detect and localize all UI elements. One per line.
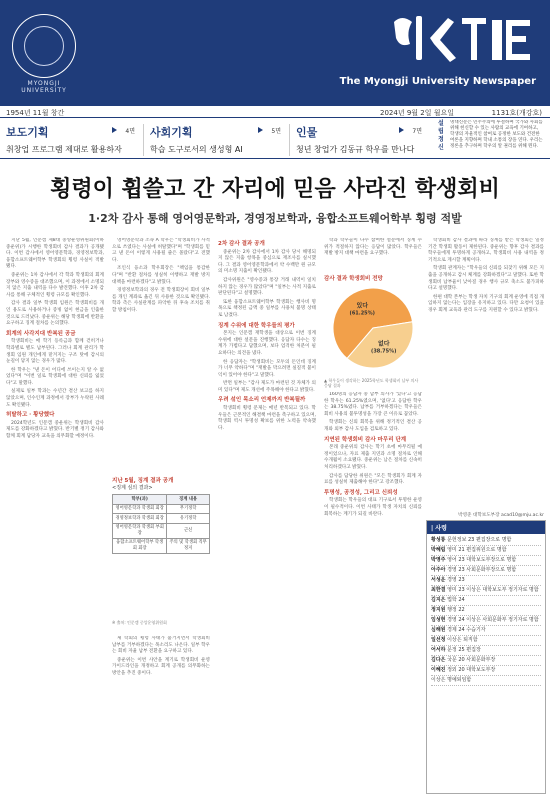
staff-name: 정지원 xyxy=(431,607,446,613)
university-seal xyxy=(8,8,80,96)
staff-name: 심해원 xyxy=(431,627,446,633)
founding-spirit-text: 명대신문은 민주주의에 투철하며 국가와 사회를 위해 헌신할 수 있는 사람의 교육에 기여하고, 학생의 자율적인 참여로 공정한 보도와 건전한 여론을 지향하며 학내 소통의 장을 연다. 우리는 정론을 추구하며 학우의 알 권리를 위해 뛴다. xyxy=(450,120,543,149)
index-page: 4면 xyxy=(125,128,135,135)
paragraph: 학생회비 횡령 문제는 매년 반복되고 있다. 학우들은 근본적인 해결책 마련을 촉구하고 있으며, 학생회 역시 투명성 확보를 위한 노력을 약속했다. xyxy=(218,406,316,431)
newspaper-logo xyxy=(388,8,538,70)
list-item xyxy=(431,626,541,636)
staff-desc: 법학 24 xyxy=(447,597,465,603)
paragraph: 중운위는 2차 감사에서 1차 감사 당시 해명되지 않은 지출 항목을 중심으로 재조사를 실시했다. 그 결과 영어영문학과에서 약 수백만 원 규모의 미소명 지출이 확인됐다. xyxy=(218,249,316,275)
staff-name: 박영주 xyxy=(431,557,446,563)
staff-desc: 경영 23 사회문화부장으로 명함 xyxy=(447,567,517,573)
section-heading: 우려 섞인 목소리 언제까지 반복될까 xyxy=(218,397,306,404)
table-cell: 유기정학 xyxy=(167,514,210,524)
index-item-report[interactable] xyxy=(6,124,144,156)
index-item-people[interactable] xyxy=(296,124,430,156)
table-cell: 무기정학 xyxy=(167,504,210,514)
list-item xyxy=(431,666,541,676)
staff-header: | 사령 xyxy=(427,521,545,534)
staff-list xyxy=(427,534,545,688)
staff-desc: 경제 24 수습기자 xyxy=(447,627,486,633)
list-item xyxy=(431,656,541,666)
paragraph: 감사를 담당한 위원은 "모든 학생회가 회계 자료를 성실히 제출해야 한다"고 강조했다. xyxy=(324,473,422,486)
table-row xyxy=(113,523,210,538)
list-item xyxy=(431,616,541,626)
index-headline: 학습 도구로서의 생성형 AI xyxy=(150,145,243,154)
table-cell: 영어영문학과 학생회 부회장 xyxy=(113,523,167,538)
staff-desc: 이상은 퇴직함 xyxy=(447,637,478,643)
article-subhead: 1·2차 감사 통해 영어영문학과, 경영정보학과, 융합소프트웨어학부 횡령 적발 xyxy=(88,212,462,225)
article-column-4-lower xyxy=(324,392,422,794)
paragraph: 본지는 인문캠 재학생을 대상으로 이번 징계 수위에 대한 설문을 진행했다. 응답자 다수는 징계가 가볍다고 답했으며, 보다 엄격한 처분이 필요하다는 의견을 냈다. xyxy=(218,331,316,356)
divider xyxy=(0,158,550,159)
index-section: 인물 xyxy=(296,126,318,139)
list-item xyxy=(431,596,541,606)
founding-spirit-label: 설 립 정 신 xyxy=(438,120,444,151)
section-heading: 2차 감사 결과 공개 xyxy=(218,241,265,247)
staff-desc: 영미 23 이상은 대학보도부 정기자로 명함 xyxy=(447,587,539,593)
table-header: 학부(과) xyxy=(113,495,167,505)
table-header-row xyxy=(113,495,210,505)
list-item xyxy=(431,676,541,686)
paragraph: 또한 융합소프트웨어학부 학생회는 행사비 명목으로 책정된 금액 중 일부를 사용처 불명 상태로 남겼다. xyxy=(218,299,316,318)
paragraph: 실제로 일부 학과는 수년간 결산 보고를 하지 않았으며, 인수인계 과정에서 장부가 누락된 사례도 확인됐다. xyxy=(6,389,104,408)
staff-desc: 행정 22 xyxy=(447,607,465,613)
index-section: 보도기획 xyxy=(6,126,49,139)
staff-desc: 정외 20 대학보도부장 xyxy=(447,667,496,673)
issue-number: 1131호(개강호) xyxy=(491,109,542,117)
index-page: 7면 xyxy=(412,128,422,135)
article-column-3 xyxy=(218,238,316,794)
paragraph: 학생회비는 매 학기 등록금과 함께 걷히거나 학과별로 별도 납부된다. 그러나 회계 관리가 학생회 임원 개인에게 맡겨지는 구조 탓에 감시의 눈길이 닿지 않는 경우가 많다. xyxy=(6,339,104,365)
index-item-society[interactable] xyxy=(150,124,290,156)
arrow-right-icon xyxy=(112,127,117,133)
paragraph: 중운위는 이번 사안을 계기로 학생회비 운영 가이드라인을 개정하고 회계 공개를 의무화하는 방안을 추진 중이다. xyxy=(112,657,210,676)
paragraph: 학생회는 신뢰 회복을 위해 정기적인 결산 공개와 외부 감사 도입을 검토하고 있다. xyxy=(324,420,422,432)
list-item xyxy=(431,586,541,596)
paragraph: 중운위는 1차 감사에서 각 학과 학생회의 회계 장부와 영수증을 대조했으며, 이 과정에서 소명되지 않은 지출 내역을 다수 발견했다. 이후 2차 감사를 통해 구체적인 횡령 규모를 확인했다. xyxy=(6,272,104,298)
staff-desc: 영미 21 편집위원으로 명함 xyxy=(447,547,507,553)
table-row xyxy=(113,504,210,514)
table-row xyxy=(113,538,210,553)
section-heading: 징계 수위에 대한 학우들의 평가 xyxy=(218,322,295,329)
pie-label-1: 없다 xyxy=(377,340,390,348)
list-item xyxy=(431,546,541,556)
staff-name: 임성현 xyxy=(431,617,446,623)
table-cell: 영어영문학과 학생회 회장 xyxy=(113,504,167,514)
masthead-subtitle: The Myongji University Newspaper xyxy=(339,76,536,87)
paragraph: 한편 대학 본부는 학생 자치 기구의 회계 운영에 직접 개입하지 않는다는 입장을 유지하고 있다. 다만 요청이 있을 경우 회계 교육과 관리 도구를 지원할 수 있다고 밝혔다. xyxy=(428,294,544,313)
list-item xyxy=(431,566,541,576)
list-item xyxy=(431,536,541,546)
paragraph: 2024학년도 인문캠 중운위는 학생회비 감사 제도를 강화하겠다고 밝혔다. 반기별 정기 감사와 함께 회계 담당자 교육을 의무화할 예정이다. xyxy=(6,420,104,440)
table-header: 징계 내용 xyxy=(167,495,210,505)
staff-name: 서성운 xyxy=(431,577,446,583)
paragraph: 반면 일부는 "감사 제도가 마련된 것 자체가 의미 있다"며 제도 개선에 주목해야 한다고 밝혔다. xyxy=(218,381,316,393)
paragraph: 학과 학우들이 다수 참여한 설문에서 징계 수위가 적절하지 않다는 응답이 많았다. 학우들은 재발 방지 대책 마련을 요구했다. xyxy=(324,238,422,257)
article-column-5 xyxy=(428,238,544,512)
paragraph: 감사 결과 일부 학생회 임원은 학생회비를 개인 용도로 사용하거나 증빙 없이 현금을 인출한 것으로 드러났다. 중운위는 해당 학생회에 반환을 요구하고 징계 절차를 논의했다. xyxy=(6,301,104,327)
staff-desc: 경영 23 xyxy=(447,577,465,583)
staff-name: 김지은 xyxy=(431,597,446,603)
staff-desc: 경영 24 이상은 사회문화부 정기자로 명함 xyxy=(447,617,539,623)
chart-caption: ▲ 학우들이 생각하는 2025학년도 학생회비 납부 의사 응답 결과 xyxy=(324,378,419,388)
list-item xyxy=(431,646,541,656)
arrow-right-icon xyxy=(258,127,263,133)
issue-date: 2024년 9월 2일 월요일 xyxy=(380,109,454,117)
staff-name: 황성룡 xyxy=(431,537,446,543)
index-headline: 취창업 프로그램 제대로 활용하자 xyxy=(6,145,122,154)
dateline xyxy=(0,106,550,118)
table-heading: 지난 5월, 징계 결과 공개 xyxy=(112,478,174,484)
table-row xyxy=(113,514,210,524)
list-item xyxy=(431,606,541,616)
table-cell: 경영정보학과 학생회 회장 xyxy=(113,514,167,524)
founded-date: 1954년 11월 창간 xyxy=(6,109,65,117)
staff-desc: 영어 23 대학보도부장으로 명함 xyxy=(447,557,517,563)
index-page: 5면 xyxy=(271,128,281,135)
paragraph: 영어영문학과 소속 A 학우는 "학생회비가 사적으로 쓰였다는 사실에 허탈했다"며 "학생회를 믿고 낸 돈이 이렇게 사용될 줄은 몰랐다"고 전했다. xyxy=(112,238,210,263)
paragraph: 160명의 응답자 중 납부 의사가 '있다'고 응답한 학우는 61.25%였으며, '없다'고 응답한 학우는 38.75%였다. 납부를 거부하겠다는 학우들은 회비 사용의 불투명성을 가장 큰 이유로 꼽았다. xyxy=(324,392,422,417)
staff-name: 이혜진 xyxy=(431,667,446,673)
paragraph: 조인식 융소과 학우회장은 "책임을 통감한다"며 "반환 절차를 성실히 이행하고 재발 방지 대책을 마련하겠다"고 밝혔다. xyxy=(112,266,210,285)
paragraph: 학생회비 감사 결과에 따라 징계를 받은 학생회는 일정 기간 학생회 활동이 제한된다. 중운위는 향후 감사 결과를 학우들에게 투명하게 공개하고, 학생회비 사용 내역을 정기적으로 게시할 계획이다. xyxy=(428,238,544,263)
masthead xyxy=(0,0,550,106)
paragraph: 지난 5월, 인문캠 제8대 중앙운영위원회(이하 중운위)가 시행한 학생회비 감사 결과가 공개됐다. 이번 감사에서 영어영문학과, 경영정보학과, 융합소프트웨어학부 학생회의 횡령 사실이 적발됐다. xyxy=(6,238,104,270)
seal-text: MYONGJI UNIVERSITY xyxy=(21,80,67,94)
staff-name: 아주아 xyxy=(431,567,446,573)
staff-desc: 문정 25 편집장 xyxy=(447,647,481,653)
index-headline: 청년 창업가 김동규 학우를 만나다 xyxy=(296,145,415,154)
staff-name: 김다은 xyxy=(431,657,446,663)
paragraph: 한 응답자는 "학생회비는 모두의 돈인데 징계가 너무 약하다"며 "재발을 막으려면 실질적 불이익이 있어야 한다"고 말했다. xyxy=(218,359,316,378)
table-source-note: ※ 출처: 인문캠 중앙운영위원회 xyxy=(112,620,167,625)
list-item xyxy=(431,556,541,566)
section-index xyxy=(0,120,430,158)
list-item xyxy=(431,576,541,586)
seal-emblem-icon xyxy=(24,26,64,66)
article-column-1 xyxy=(6,238,104,794)
discipline-table xyxy=(112,494,210,554)
staff-desc: 이상은 명예퇴임함 xyxy=(431,677,472,683)
section-heading: 회계의 사각지대 반복된 공금 xyxy=(6,330,76,337)
list-item xyxy=(431,636,541,646)
paragraph: 경영정보학과의 경우 전 학생회장이 회비 일부를 개인 계좌로 옮긴 뒤 사용한 것으로 확인됐다. 학과 측은 사실관계를 파악한 뒤 후속 조치를 취할 방침이다. xyxy=(112,288,210,313)
article-byline: 박영준 대학보도부장 acad10@mju.ac.kr xyxy=(458,513,544,518)
pie-label-0: (61.25%) xyxy=(349,310,375,317)
pie-label-1: (38.75%) xyxy=(371,348,397,355)
staff-name: 어서하 xyxy=(431,647,446,653)
staff-desc: 국문 20 사회문화부장 xyxy=(447,657,496,663)
section-heading: 투명성, 공정성, 그리고 신뢰성 xyxy=(324,489,398,496)
article-column-2 xyxy=(112,238,210,458)
index-section: 사회기획 xyxy=(150,126,193,139)
table-cell: 주의 및 학생회 직무 정지 xyxy=(167,538,210,553)
staff-appointments-box xyxy=(426,520,546,794)
paragraph: 제 학회의 횡령 사태가 불거지면서 학생회비 납부를 거부하겠다는 목소리도 나온다. 일부 학우는 회비 자율 납부 전환을 요구하고 있다. xyxy=(112,636,210,655)
paragraph: 한 학우는 "낸 돈이 어디에 쓰이는지 알 수 없었다"며 "이번 일로 학생회에 대한 신뢰를 잃었다"고 말했다. xyxy=(6,367,104,386)
paragraph: 감사위원은 "영수증과 통장 거래 내역이 일치하지 않는 경우가 많았다"며 "일부는 사적 지출로 판단된다"고 설명했다. xyxy=(218,277,316,297)
article-column-2-lower xyxy=(112,636,210,794)
table-cell: 근신 xyxy=(167,523,210,538)
paragraph: 학생회는 학우들의 대표 기구로서 투명한 운영이 필수적이다. 이번 사태가 학생 자치의 신뢰를 회복하는 계기가 되길 바란다. xyxy=(324,498,422,517)
pie-chart xyxy=(324,282,422,374)
staff-desc: 문헌정보 23 편집장으로 명함 xyxy=(447,537,512,543)
staff-name: 일선정 xyxy=(431,637,446,643)
arrow-right-icon xyxy=(399,127,404,133)
table-caption: <징계 심의 결과> xyxy=(112,485,153,491)
section-heading: 허탈하고 · 황당했다 xyxy=(6,412,55,419)
staff-name: 박혜림 xyxy=(431,547,446,553)
article-headline: 횡령이 휩쓸고 간 자리에 믿음 사라진 학생회비 xyxy=(50,177,500,202)
founding-spirit-box xyxy=(438,120,544,158)
paragraph: 본래 중운위의 감사는 학기 초에 마무리될 예정이었으나, 자료 제출 지연과 소명 절차로 인해 수개월이 소요됐다. 중운위는 남은 절차를 신속히 처리하겠다고 밝혔다. xyxy=(324,445,422,470)
paragraph: 학생회 관계자는 "학우들의 신뢰를 되찾기 위해 모든 지출을 공개하고 감시 체계를 강화하겠다"고 말했다. 또한 학생회비 납부율이 낮아질 경우 행사 규모 축소도 불가피하다고 설명했다. xyxy=(428,266,544,292)
section-heading: 지연된 학생회비 감사 마무리 단계 xyxy=(324,436,407,443)
table-cell: 융합소프트웨어학부 학생회 회장 xyxy=(113,538,167,553)
staff-name: 최한결 xyxy=(431,587,446,593)
pie-chart-svg xyxy=(324,282,422,374)
chart-heading: 감사 결과 학생회비 전망 xyxy=(324,276,383,282)
pie-label-0: 있다 xyxy=(356,302,369,310)
